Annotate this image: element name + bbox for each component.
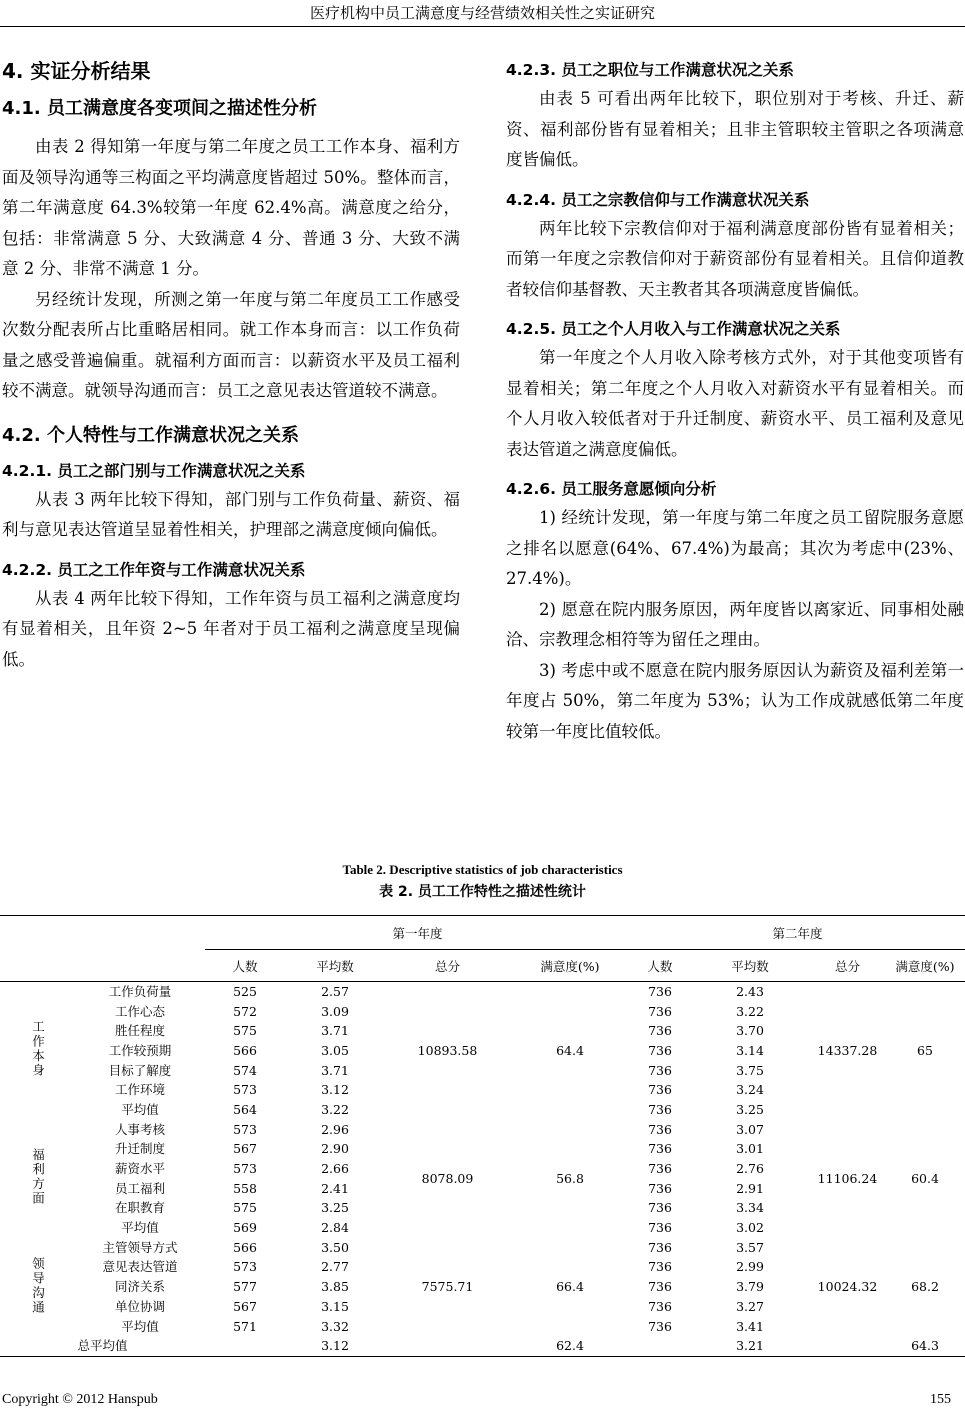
year2-count: 736 [648,1023,672,1039]
item-label: 平均值 [121,1318,159,1334]
column-header: 满意度(%) [540,958,600,974]
year2-count: 736 [648,1161,672,1177]
year1-mean: 3.85 [321,1279,349,1295]
year1-count: 575 [233,1023,257,1039]
year2-count: 736 [648,1180,672,1196]
item-label: 薪资水平 [114,1161,165,1177]
year2-mean: 3.79 [736,1279,764,1295]
year1-total: 10893.58 [385,982,510,1120]
section-heading-4-2-4: 4.2.4. 员工之宗教信仰与工作满意状况关系 [506,190,810,209]
year1-mean: 2.41 [321,1180,349,1196]
group-label [0,982,75,1120]
right-column [506,56,964,747]
item-label: 工作环境 [114,1082,165,1098]
year2-mean: 3.24 [736,1082,764,1098]
group-label [0,1238,75,1336]
year2-mean: 3.22 [736,1003,764,1019]
year1-count: 567 [233,1141,257,1157]
year1-mean: 3.71 [321,1062,349,1078]
year2-satisfaction: 65 [885,982,965,1120]
paragraph: 从表 3 两年比较下得知，部门别与工作负荷量、薪资、福利与意见表达管道呈显着性相关，护理部之满意度倾向偏低。 [2,489,460,539]
overall-label: 总平均值 [0,1336,205,1356]
year1-total: 8078.09 [421,1170,474,1186]
column-header: 平均数 [316,958,354,974]
year1-count: 573 [233,1161,257,1177]
year2-total: 10024.32 [817,1279,878,1295]
item-label: 工作心态 [114,1003,165,1019]
year1-mean: 3.50 [321,1239,349,1255]
year2-mean: 3.25 [736,1101,764,1117]
year1-count: 566 [233,1239,257,1255]
item-label: 同济关系 [114,1279,165,1295]
item-label: 胜任程度 [114,1023,165,1039]
year2-total: 14337.28 [810,982,885,1120]
header-rule [0,26,965,27]
section-heading-4-2-6: 4.2.6. 员工服务意愿倾向分析 [506,480,717,498]
paragraph: 由表 5 可看出两年比较下，职位别对于考核、升迁、薪资、福利部份皆有显着相关；且非主管职较主管职之各项满意度皆偏低。 [506,89,964,169]
group-label [0,1120,75,1238]
year1-mean: 2.66 [321,1161,349,1177]
year2-count: 736 [648,1259,672,1275]
year2-count: 736 [648,1200,672,1216]
empty-cell [630,1336,690,1356]
table-caption-chinese: 表 2. 员工工作特性之描述性统计 [379,884,586,900]
year2-count: 736 [648,1121,672,1137]
year2-mean: 3.01 [736,1141,764,1157]
year1-mean: 3.22 [321,1101,349,1117]
year1-count: 574 [233,1062,257,1078]
empty-cell [385,1336,510,1356]
group-label-text: 工作本身 [30,1020,46,1079]
year2-mean: 3.34 [736,1200,764,1216]
paragraph: 2) 愿意在院内服务原因，两年度皆以离家近、同事相处融洽、宗教理念相符等为留任之理由。 [506,599,964,649]
year2-mean: 2.91 [736,1180,764,1196]
item-label: 工作负荷量 [75,982,205,1002]
column-header: 总分 [834,958,860,974]
section-heading-4-2-3: 4.2.3. 员工之职位与工作满意状况之关系 [506,61,794,79]
year2-mean: 3.70 [736,1023,764,1039]
year1-mean: 2.57 [285,982,385,1002]
year1-total: 7575.71 [421,1279,474,1295]
year2-mean: 2.43 [690,982,810,1002]
year1-count: 567 [233,1298,257,1314]
descriptive-statistics-table [0,915,965,1357]
year2-satisfaction: 60.4 [911,1170,939,1186]
column-header: 人数 [647,958,673,974]
year2-mean: 3.14 [736,1042,764,1058]
year2-mean: 3.27 [736,1298,764,1314]
year1-mean: 3.32 [321,1318,349,1334]
year2-mean: 3.02 [736,1220,764,1236]
section-heading-4-2: 4.2. 个人特性与工作满意状况之关系 [2,424,299,446]
item-label: 平均值 [121,1101,159,1117]
overall-year1-satisfaction: 62.4 [510,1336,630,1356]
year1-mean: 3.71 [321,1023,349,1039]
year2-count: 736 [648,1220,672,1236]
item-label: 升迁制度 [114,1141,165,1157]
overall-row [0,1336,965,1356]
year1-satisfaction: 56.8 [556,1170,584,1186]
item-label: 目标了解度 [108,1062,172,1078]
year2-count: 736 [648,1062,672,1078]
year1-mean: 3.25 [321,1200,349,1216]
year1-mean: 2.77 [321,1259,349,1275]
item-label: 工作较预期 [108,1042,172,1058]
column-header: 满意度(%) [895,958,955,974]
year1-mean: 2.96 [321,1121,349,1137]
group-label-text: 福利方面 [30,1148,46,1207]
year1-count: 564 [233,1101,257,1117]
year1-count: 569 [233,1220,257,1236]
year2-count: 736 [648,1239,672,1255]
year1-count: 573 [233,1082,257,1098]
year-two-header: 第二年度 [630,916,965,950]
paragraph: 另经统计发现，所测之第一年度与第二年度员工工作感受次数分配表所占比重略居相同。就工作本身而言：以工作负荷量之感受普遍偏重。就福利方面而言：以薪资水平及员工福利较不满意。就领导沟通而言：员工之意见表达管道较不满意。 [2,289,460,400]
section-heading-4: 4. 实证分析结果 [2,59,151,83]
overall-year2-mean: 3.21 [690,1336,810,1356]
year1-mean: 2.84 [321,1220,349,1236]
paragraph: 从表 4 两年比较下得知，工作年资与员工福利之满意度均有显着相关，且年资 2~5 年者对于员工福利之满意度呈现偏低。 [2,588,460,669]
item-label: 主管领导方式 [102,1239,178,1255]
table-row [0,1238,965,1258]
copyright: Copyright © 2012 Hanspub [2,1392,158,1407]
year2-count: 736 [648,1298,672,1314]
column-header: 总分 [434,958,460,974]
paragraph: 3) 考虑中或不愿意在院内服务原因认为薪资及福利差第一年度占 50%，第二年度为 53%；认为工作成就感低第二年度较第一年度比值较低。 [506,660,964,741]
year2-count: 736 [648,1082,672,1098]
item-label: 平均值 [121,1220,159,1236]
year2-count: 736 [630,982,690,1002]
year2-count: 736 [648,1141,672,1157]
column-header: 人数 [232,958,258,974]
page-number: 155 [930,1392,951,1407]
year1-count: 577 [233,1279,257,1295]
empty-cell [205,1336,285,1356]
year1-mean: 2.90 [321,1141,349,1157]
year2-mean: 2.76 [736,1161,764,1177]
year2-mean: 3.75 [736,1062,764,1078]
table-row [0,1120,965,1140]
year2-mean: 2.99 [736,1259,764,1275]
year2-count: 736 [648,1042,672,1058]
year1-count: 525 [205,982,285,1002]
table-caption-english: Table 2. Descriptive statistics of job characteristics [342,862,623,877]
year1-count: 573 [233,1121,257,1137]
column-header: 平均数 [731,958,769,974]
year2-count: 736 [648,1003,672,1019]
year2-mean: 3.41 [736,1318,764,1334]
year1-mean: 3.12 [321,1082,349,1098]
table-body [0,982,965,1357]
item-label: 在职教育 [114,1200,165,1216]
year2-mean: 3.57 [736,1239,764,1255]
item-label: 意见表达管道 [102,1259,178,1275]
year1-mean: 3.09 [321,1003,349,1019]
year2-count: 736 [648,1318,672,1334]
group-label-text: 领导沟通 [30,1256,46,1315]
year2-count: 736 [648,1279,672,1295]
paragraph: 1) 经统计发现，第一年度与第二年度之员工留院服务意愿之排名以愿意(64%、67.4%)为最高；其次为考虑中(23%、27.4%)。 [506,508,964,588]
paragraph: 第一年度之个人月收入除考核方式外，对于其他变项皆有显着相关；第二年度之个人月收入对薪资水平有显着相关。而个人月收入较低者对于升迁制度、薪资水平、员工福利及意见表达管道之满意度偏低。 [506,348,964,459]
running-head: 医疗机构中员工满意度与经营绩效相关性之实证研究 [309,4,655,22]
year1-satisfaction: 64.4 [510,982,630,1120]
year2-total: 11106.24 [817,1170,878,1186]
year-one-header: 第一年度 [205,916,630,950]
year1-mean: 3.15 [321,1298,349,1314]
section-heading-4-2-2: 4.2.2. 员工之工作年资与工作满意状况关系 [2,560,306,579]
item-label: 单位协调 [114,1298,165,1314]
section-heading-4-2-5: 4.2.5. 员工之个人月收入与工作满意状况之关系 [506,320,841,338]
table-row [0,982,965,1002]
year1-mean: 3.05 [321,1042,349,1058]
year1-count: 566 [233,1042,257,1058]
section-heading-4-2-1: 4.2.1. 员工之部门别与工作满意状况之关系 [2,461,306,480]
overall-year1-mean: 3.12 [285,1336,385,1356]
year1-count: 558 [233,1180,257,1196]
year2-satisfaction: 68.2 [911,1279,939,1295]
year2-mean: 3.07 [736,1121,764,1137]
overall-year2-satisfaction: 64.3 [885,1336,965,1356]
year1-count: 573 [233,1259,257,1275]
empty-cell [810,1336,885,1356]
item-label: 人事考核 [114,1121,165,1137]
left-column [2,56,460,675]
paragraph: 两年比较下宗教信仰对于福利满意度部份皆有显着相关；而第一年度之宗教信仰对于薪资部份有显着相关。且信仰道教者较信仰基督教、天主教者其各项满意度皆偏低。 [506,218,964,299]
year1-count: 572 [233,1003,257,1019]
section-heading-4-1: 4.1. 员工满意度各变项间之描述性分析 [2,98,317,119]
year2-count: 736 [648,1101,672,1117]
year1-satisfaction: 66.4 [556,1279,584,1295]
paragraph: 由表 2 得知第一年度与第二年度之员工工作本身、福利方面及领导沟通等三构面之平均满意度皆超过 50%。整体而言，第二年满意度 64.3%较第一年度 62.4%高。满意度之给分，包括：非常满意 5 分、大致满意 4 分、普通 3 分、大致不满意 2 分、非常不满意 1 分。 [2,137,460,278]
item-label: 员工福利 [114,1180,165,1196]
year1-count: 575 [233,1200,257,1216]
year1-count: 571 [233,1318,257,1334]
